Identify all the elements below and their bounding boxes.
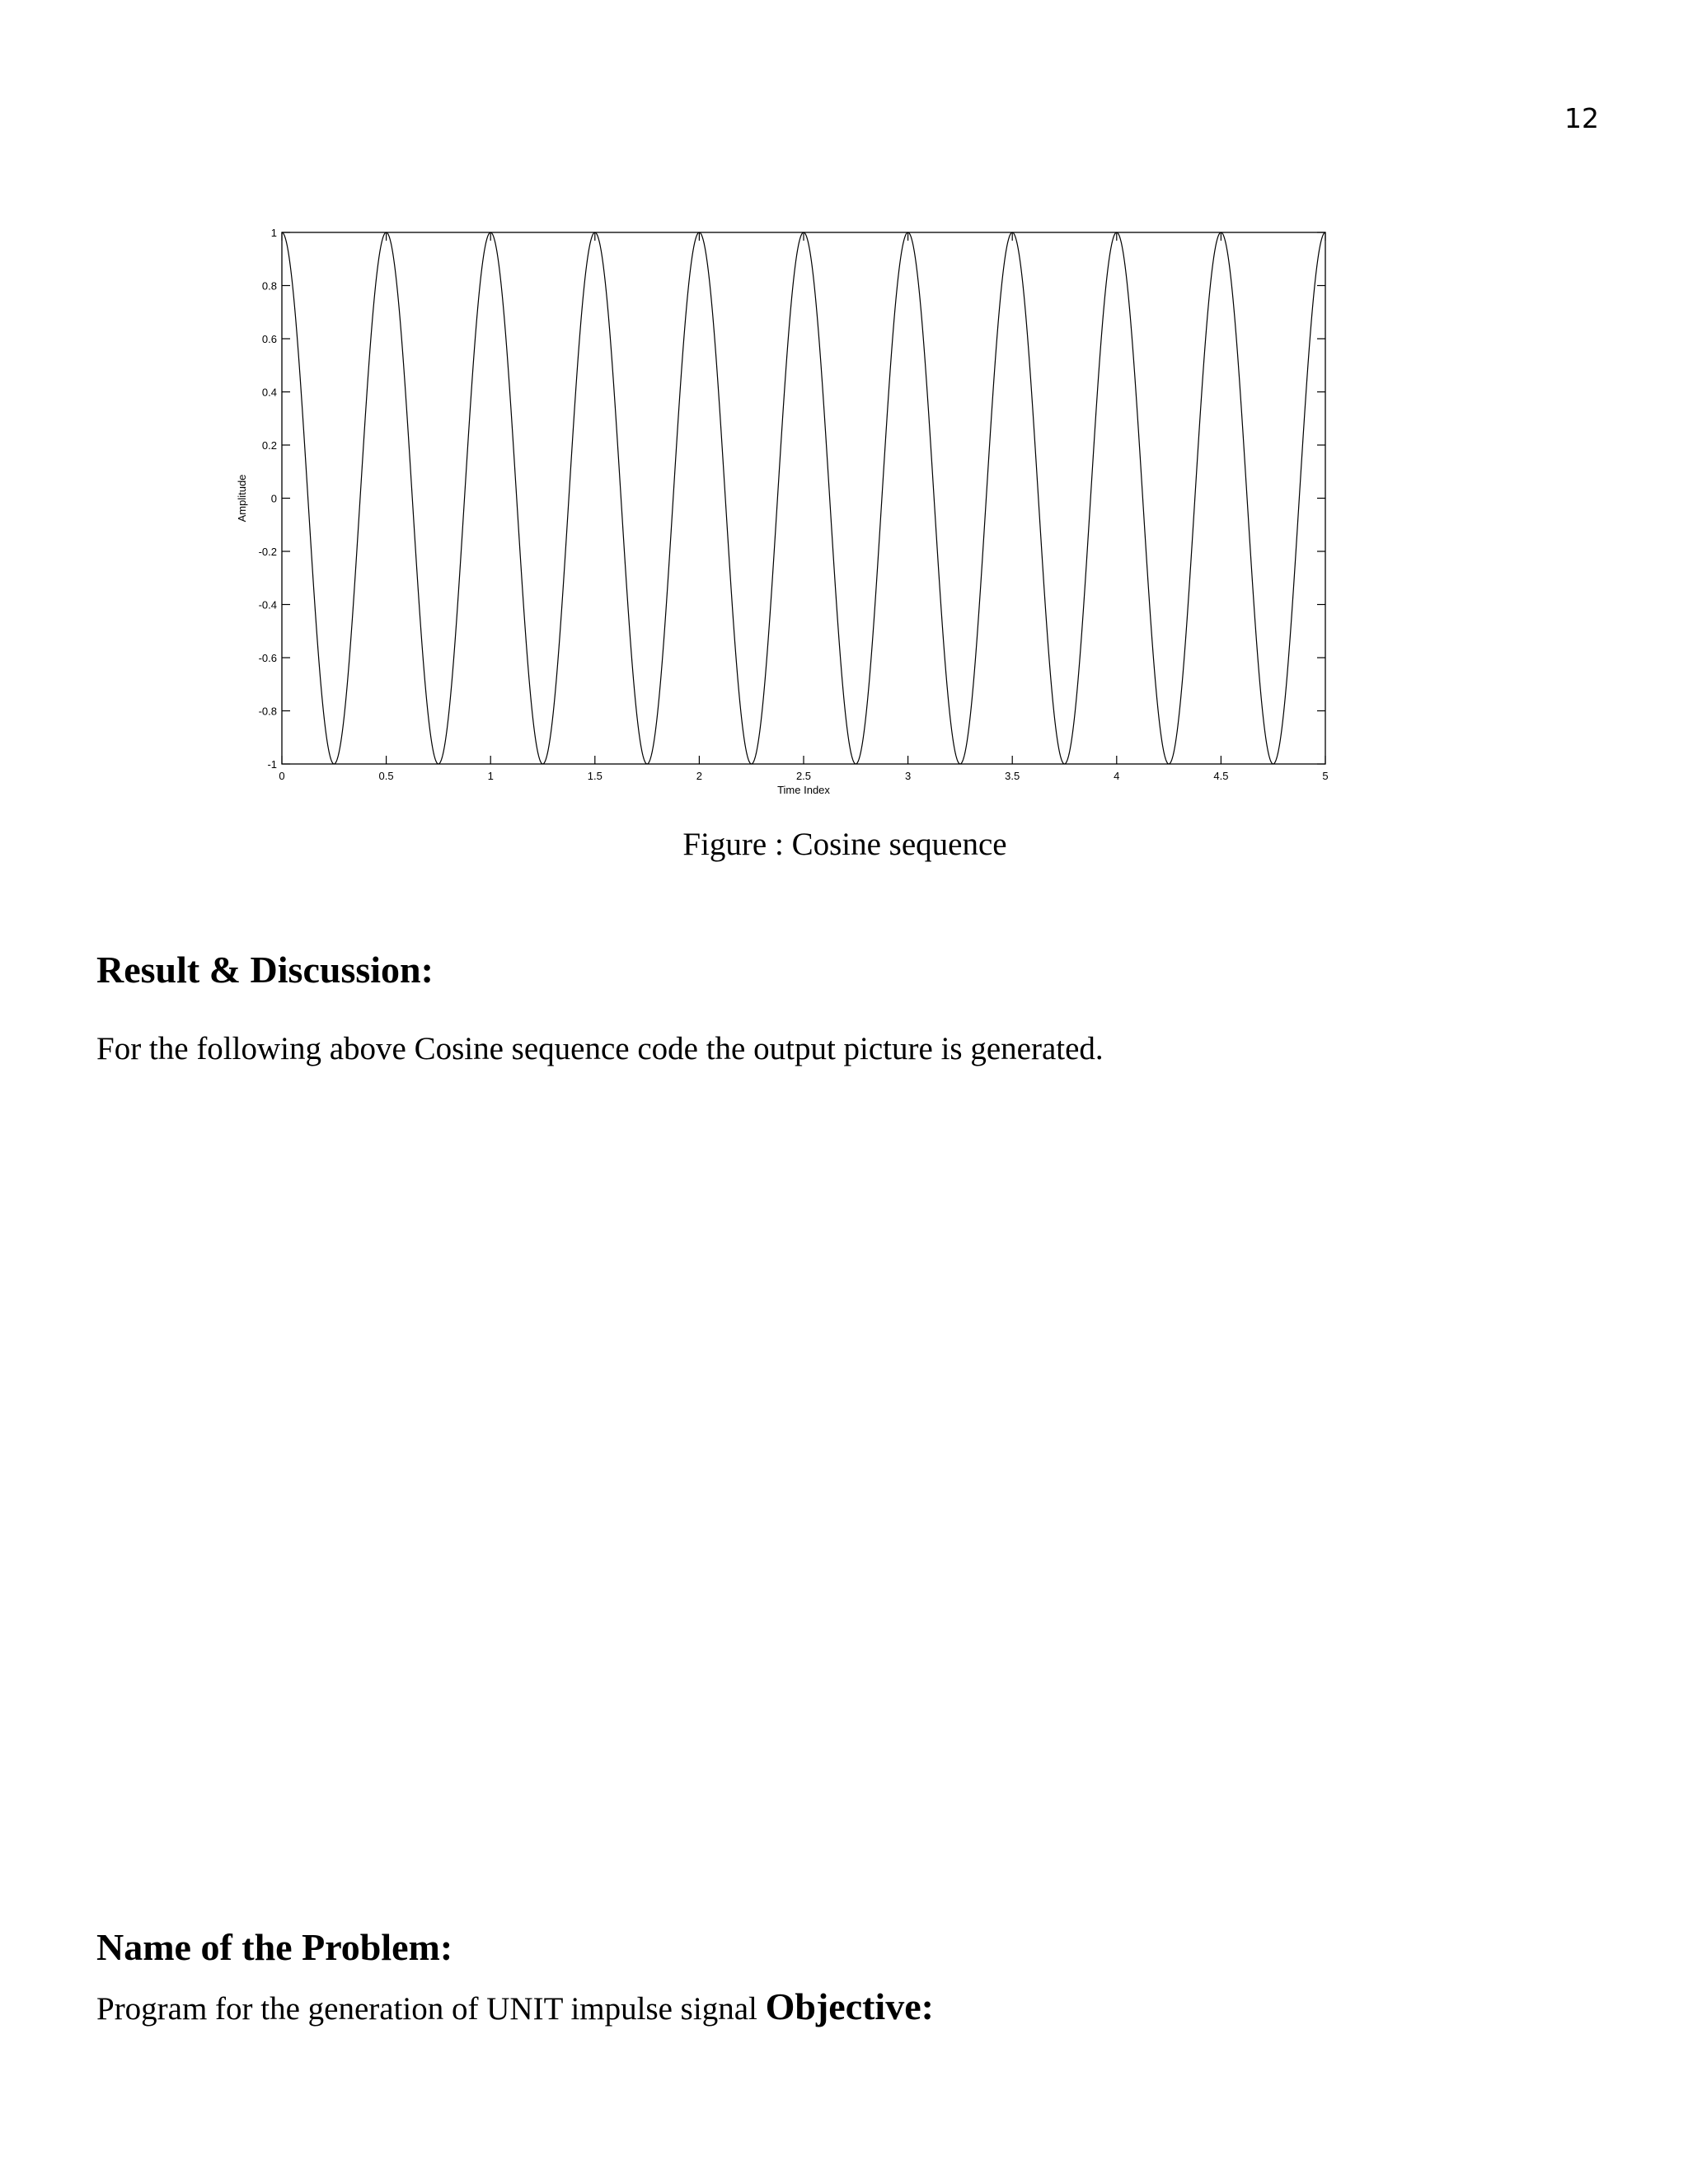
cosine-series-line [282, 232, 1325, 764]
y-tick-label: -0.2 [258, 546, 277, 558]
y-axis-label: Amplitude [236, 474, 248, 523]
x-tick-label: 4 [1114, 770, 1120, 782]
problem-text: Program for the generation of UNIT impulse signal [96, 1991, 757, 2027]
x-tick-label: 2 [696, 770, 703, 782]
x-tick-label: 0 [279, 770, 285, 782]
y-tick-label: -0.4 [258, 598, 277, 612]
y-tick-label: 0 [270, 492, 277, 505]
y-tick-label: 0.2 [261, 439, 277, 452]
result-discussion-text: For the following above Cosine sequence code the output picture is generated. [96, 1031, 1104, 1066]
x-tick-label: 3.5 [1005, 770, 1020, 782]
y-tick-label: 0.8 [261, 279, 277, 293]
figure-caption: Figure : Cosine sequence [682, 827, 1007, 862]
y-tick-label: -0.8 [258, 705, 277, 718]
cosine-figure [223, 213, 1327, 806]
x-tick-label: 1 [487, 770, 494, 782]
page-number: 12 [1564, 102, 1599, 134]
x-axis-label: Time Index [777, 784, 830, 796]
x-tick-label: 3 [904, 770, 912, 782]
problem-description [96, 1985, 934, 2028]
result-discussion-heading: Result & Discussion: [96, 949, 434, 991]
objective-heading: Objective: [765, 1985, 934, 2027]
x-tick-label: 5 [1322, 770, 1329, 782]
x-tick-label: 0.5 [378, 770, 394, 782]
y-tick-label: -1 [267, 758, 277, 771]
x-tick-label: 4.5 [1213, 770, 1229, 782]
y-tick-label: 1 [270, 227, 277, 239]
x-tick-label: 2.5 [795, 770, 812, 782]
plot-frame [282, 232, 1325, 764]
cosine-chart [223, 213, 1327, 806]
y-tick-label: 0.6 [261, 333, 277, 345]
problem-name-heading: Name of the Problem: [96, 1926, 453, 1968]
x-tick-label: 1.5 [587, 770, 603, 782]
y-tick-label: 0.4 [261, 386, 277, 399]
y-tick-label: -0.6 [258, 652, 277, 664]
